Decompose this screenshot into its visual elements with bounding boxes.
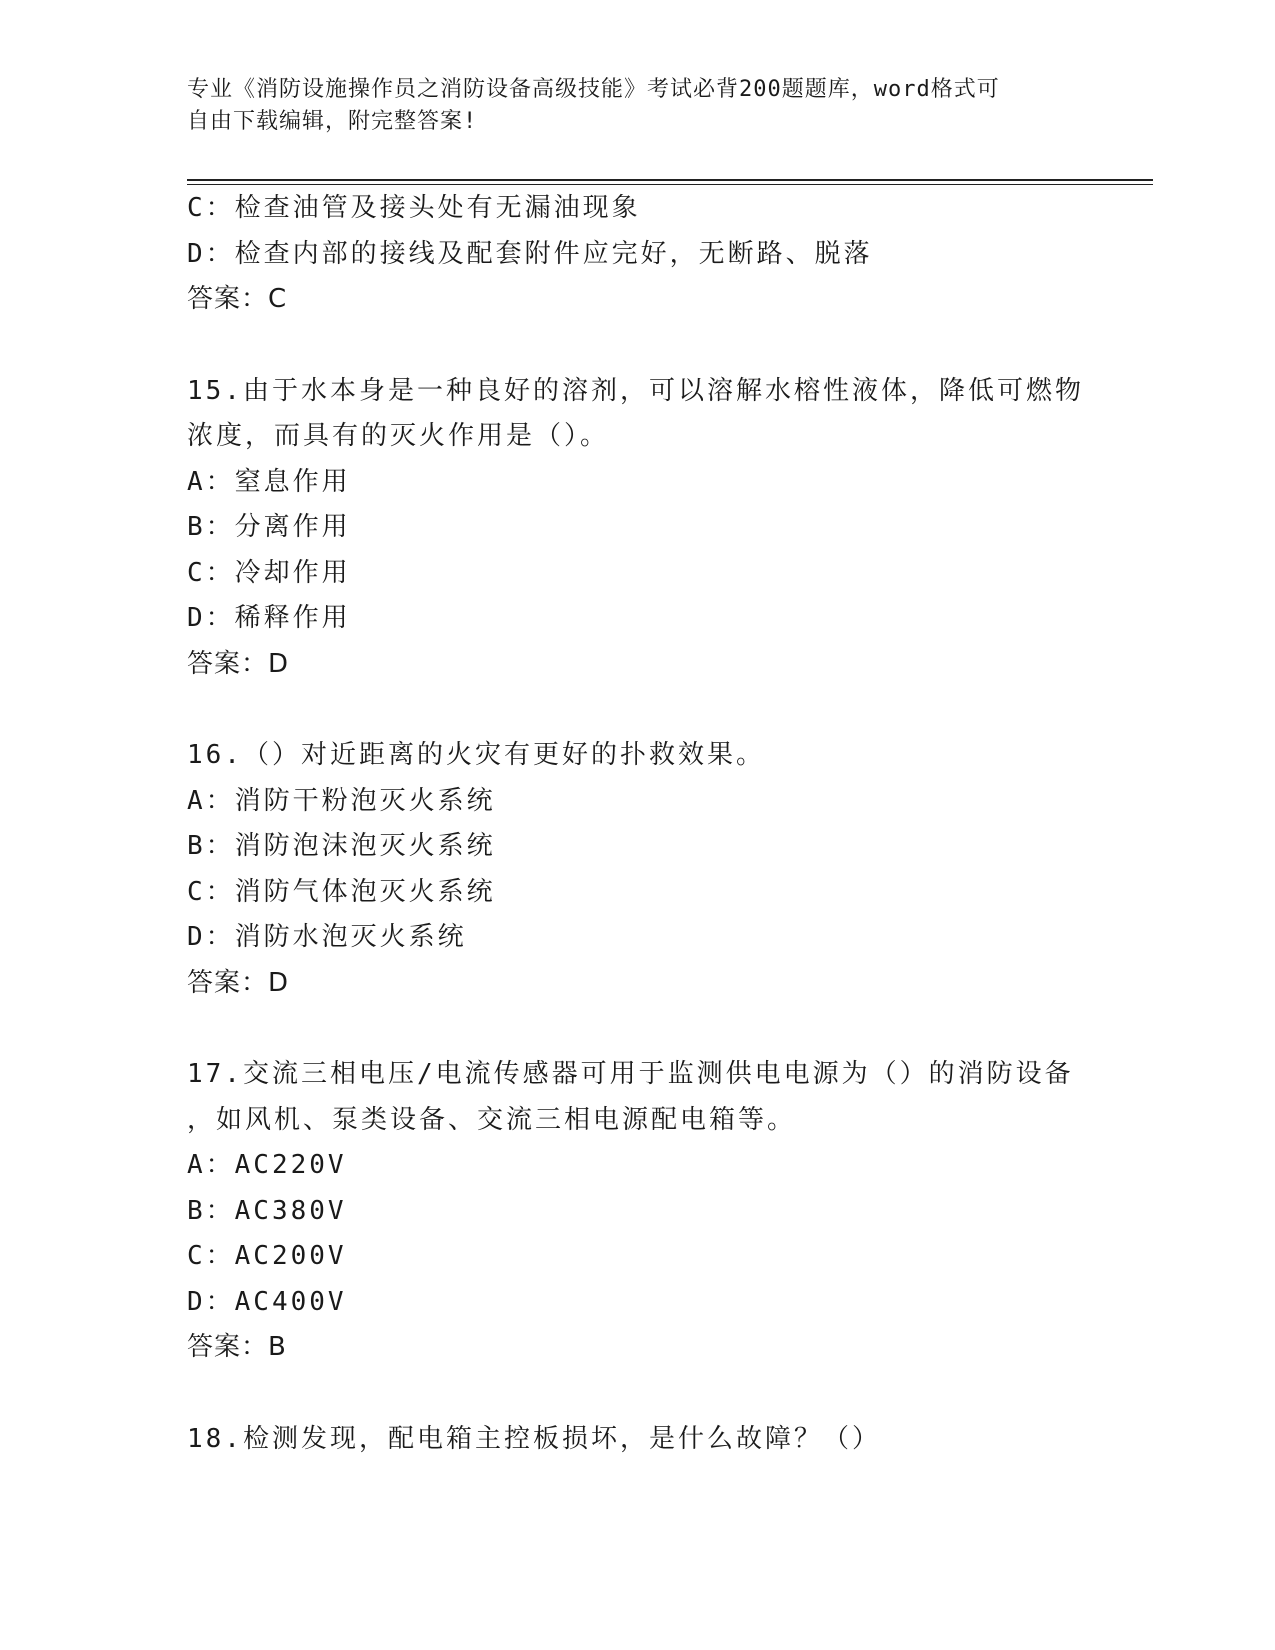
option-a: A：消防干粉泡灭火系统 xyxy=(187,785,496,816)
option-a: A：窒息作用 xyxy=(187,466,351,497)
question-stem: 16.（）对近距离的火灾有更好的扑救效果。 xyxy=(187,740,765,770)
option-a: A：AC220V xyxy=(187,1150,347,1180)
option-c: C：冷却作用 xyxy=(187,557,351,588)
question-stem: 浓度，而具有的灭火作用是（）。 xyxy=(187,421,610,451)
option-c: C：AC200V xyxy=(187,1241,347,1271)
header-rule-thick xyxy=(187,179,1153,181)
option-b: B：AC380V xyxy=(187,1195,347,1226)
option-b: B：分离作用 xyxy=(187,512,351,542)
question-15 xyxy=(187,369,1087,688)
question-18 xyxy=(187,1417,1087,1463)
option-b: B：消防泡沫泡灭火系统 xyxy=(187,831,496,861)
question-content xyxy=(187,186,1087,1462)
prev-option-c: C：检查油管及接头处有无漏油现象 xyxy=(187,193,641,223)
option-d: D：消防水泡灭火系统 xyxy=(187,922,467,952)
option-d: D：稀释作用 xyxy=(187,603,351,633)
answer: 答案：D xyxy=(187,648,290,679)
option-d: D：AC400V xyxy=(187,1286,347,1317)
header-rule-thin xyxy=(187,184,1153,185)
answer: 答案：D xyxy=(187,967,290,998)
prev-option-d: D：检查内部的接线及配套附件应完好，无断路、脱落 xyxy=(187,238,873,269)
header-line-1: 专业《消防设施操作员之消防设备高级技能》考试必背200题题库，word格式可 xyxy=(187,77,1000,102)
prev-answer: 答案：C xyxy=(187,284,288,314)
answer: 答案：B xyxy=(187,1332,287,1362)
question-17 xyxy=(187,1052,1087,1371)
question-16 xyxy=(187,733,1087,1006)
document-header xyxy=(187,74,1067,138)
question-stem: 15.由于水本身是一种良好的溶剂，可以溶解水榕性液体，降低可燃物 xyxy=(187,375,1084,406)
question-stem: ，如风机、泵类设备、交流三相电源配电箱等。 xyxy=(187,1104,797,1135)
question-stem: 18.检测发现，配电箱主控板损坏，是什么故障？（） xyxy=(187,1423,881,1454)
question-stem: 17.交流三相电压/电流传感器可用于监测供电电源为（）的消防设备 xyxy=(187,1059,1074,1089)
option-c: C：消防气体泡灭火系统 xyxy=(187,876,496,907)
header-line-2: 自由下载编辑，附完整答案! xyxy=(187,109,478,134)
